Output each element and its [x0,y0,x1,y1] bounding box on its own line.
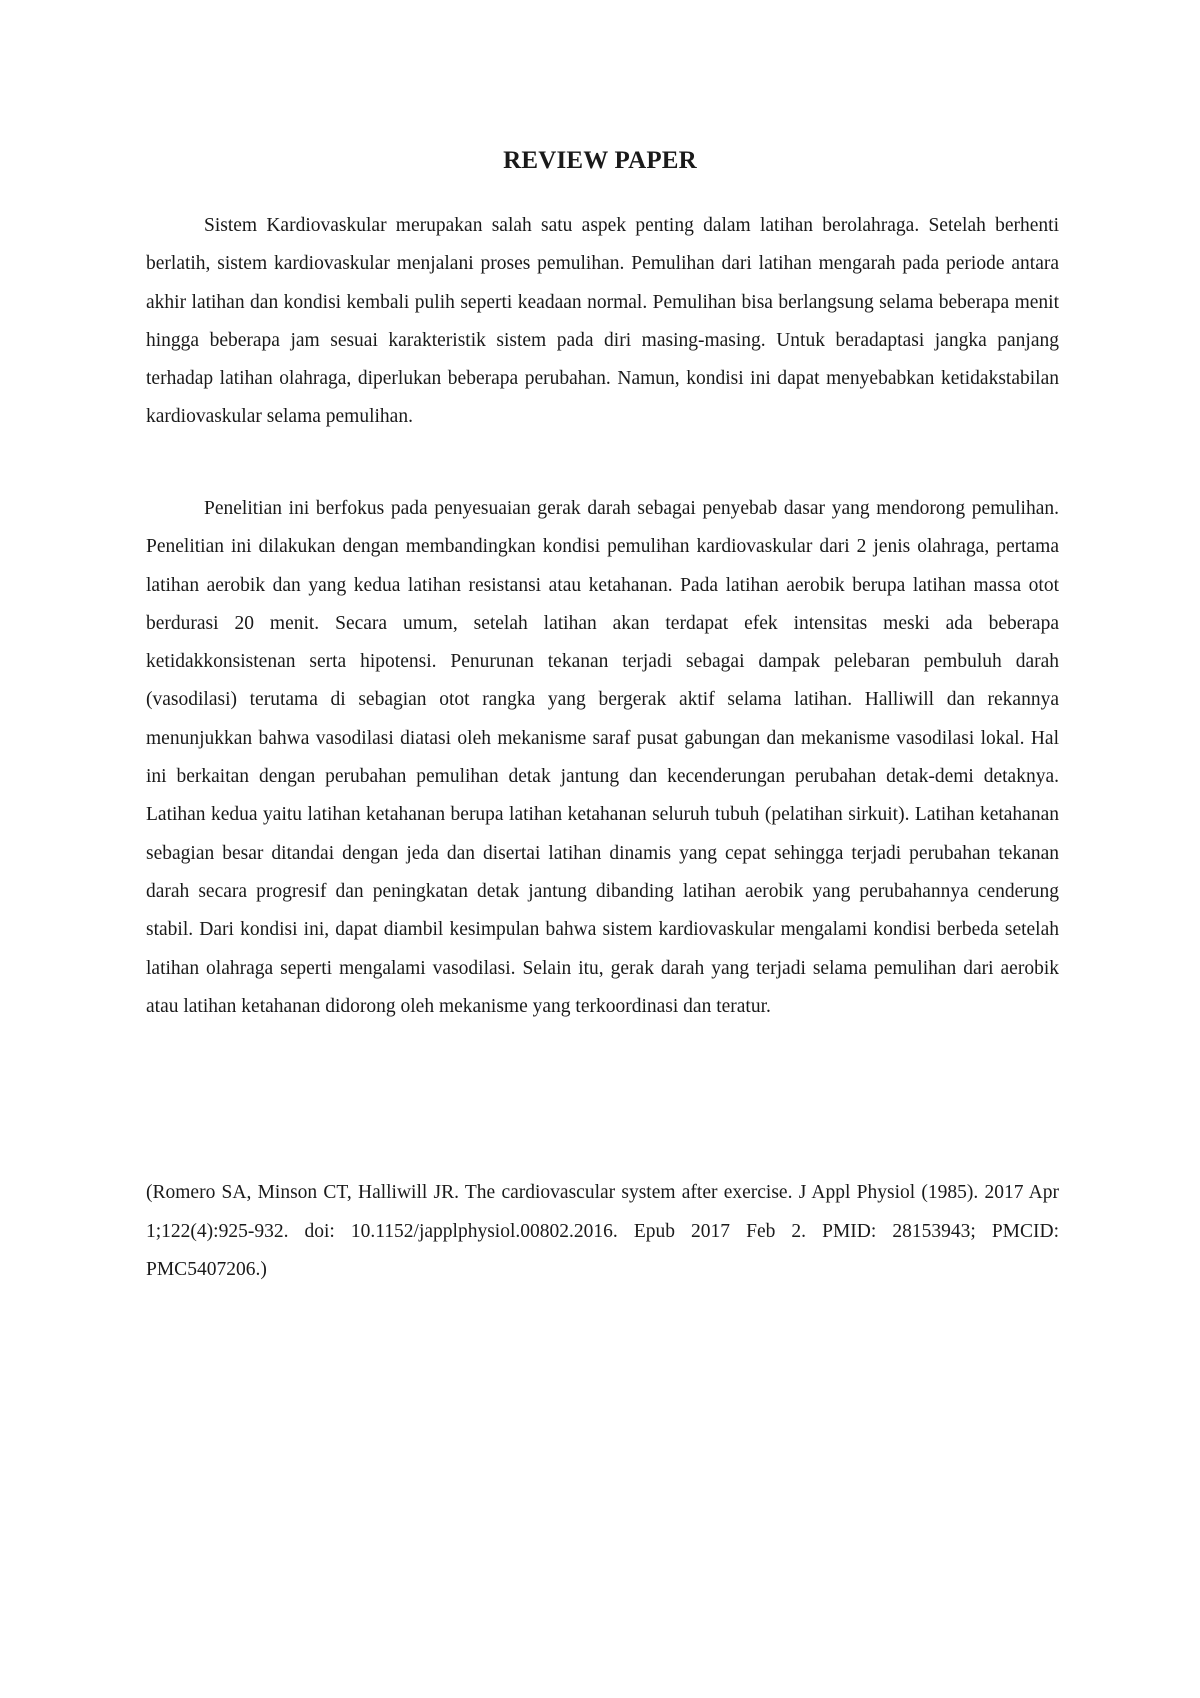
reference-citation: (Romero SA, Minson CT, Halliwill JR. The cardiovascular system after exercise. J Appl Physiol (1985). 2017 Apr 1;122(4):925-932. doi: 10.1152/japplphysiol.00802.2016. Epub 2017 Feb 2. PMID: 28153943; PMCID: PMC5407206.) [146,1182,1059,1280]
body-paragraph-1: Sistem Kardiovaskular merupakan salah satu aspek penting dalam latihan berolahraga. Setelah berhenti berlatih, sistem kardiovaskular menjalani proses pemulihan. Pemulihan dari latihan mengarah pada periode antara akhir latihan dan kondisi kembali pulih seperti keadaan normal. Pemulihan bisa berlangsung selama beberapa menit hingga beberapa jam sesuai karakteristik sistem pada diri masing-masing. Untuk beradaptasi jangka panjang terhadap latihan olahraga, diperlukan beberapa perubahan. Namun, kondisi ini dapat menyebabkan ketidakstabilan kardiovaskular selama pemulihan. [146,215,1059,428]
body-paragraph-2: Penelitian ini berfokus pada penyesuaian gerak darah sebagai penyebab dasar yang mendorong pemulihan. Penelitian ini dilakukan dengan membandingkan kondisi pemulihan kardiovaskular dari 2 jenis olahraga, pertama latihan aerobik dan yang kedua latihan resistansi atau ketahanan. Pada latihan aerobik berupa latihan massa otot berdurasi 20 menit. Secara umum, setelah latihan akan terdapat efek intensitas meski ada beberapa ketidakkonsistenan serta hipotensi. Penurunan tekanan terjadi sebagai dampak pelebaran pembuluh darah (vasodilasi) terutama di sebagian otot rangka yang bergerak aktif selama latihan. Halliwill dan rekannya menunjukkan bahwa vasodilasi diatasi oleh mekanisme saraf pusat gabungan dan mekanisme vasodilasi lokal. Hal ini berkaitan dengan perubahan pemulihan detak jantung dan kecenderungan perubahan detak-demi detaknya. Latihan kedua yaitu latihan ketahanan berupa latihan ketahanan seluruh tubuh (pelatihan sirkuit). Latihan ketahanan sebagian besar ditandai dengan jeda dan disertai latihan dinamis yang cepat sehingga terjadi perubahan tekanan darah secara progresif dan peningkatan detak jantung dibanding latihan aerobik yang perubahannya cenderung stabil. Dari kondisi ini, dapat diambil kesimpulan bahwa sistem kardiovaskular mengalami kondisi berbeda setelah latihan olahraga seperti mengalami vasodilasi. Selain itu, gerak darah yang terjadi selama pemulihan dari aerobik atau latihan ketahanan didorong oleh mekanisme yang terkoordinasi dan teratur. [146,498,1059,1017]
document-title: REVIEW PAPER [503,147,697,174]
